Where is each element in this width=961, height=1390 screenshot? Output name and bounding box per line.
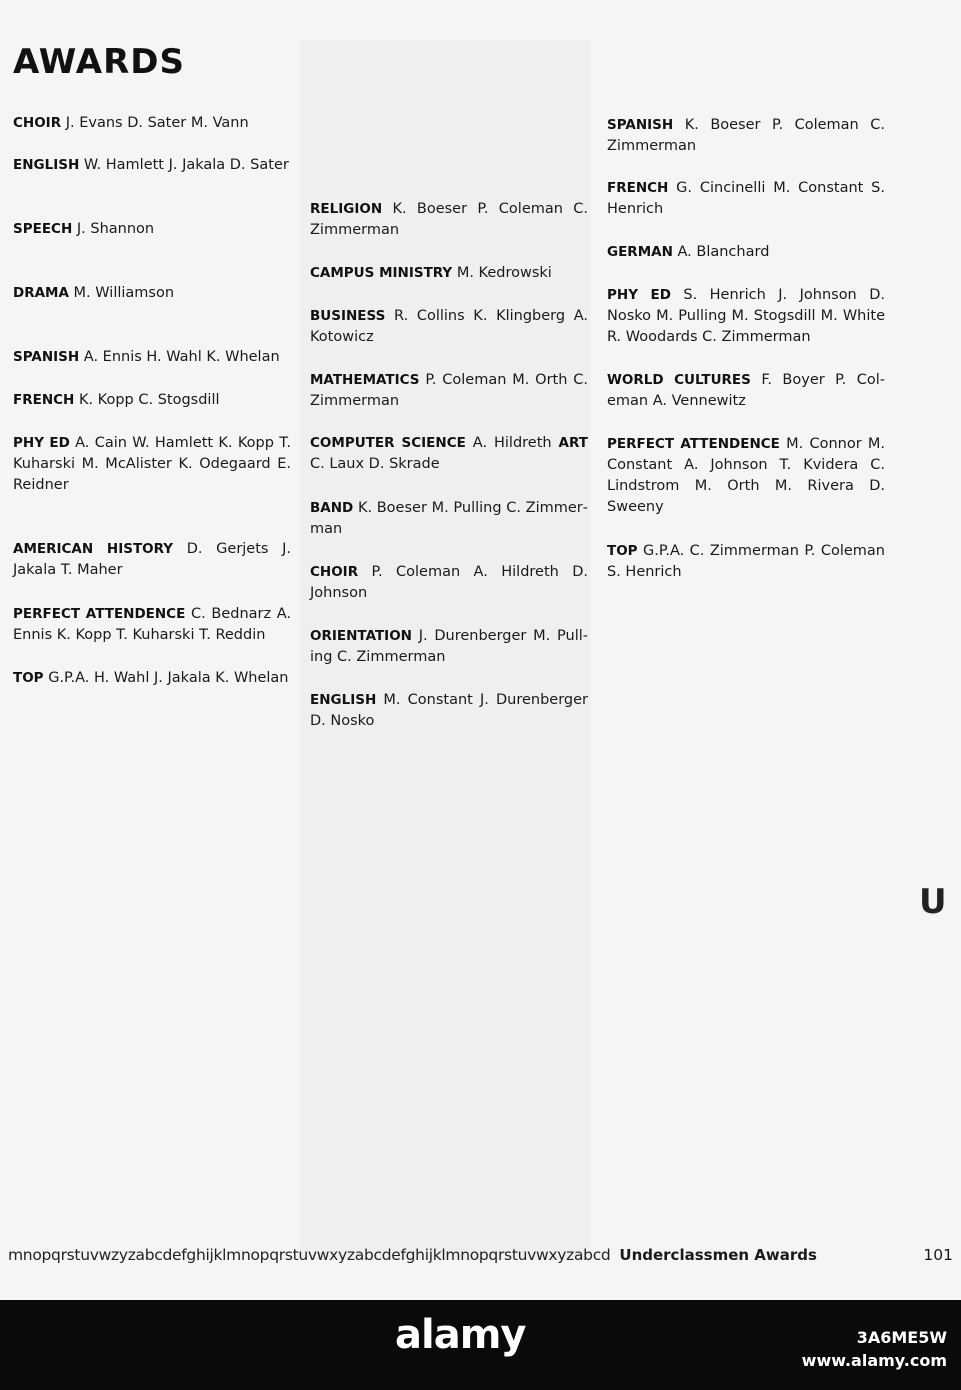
award-entry: [310, 370, 588, 412]
award-recipients: C. Laux D. Skrade: [310, 456, 440, 472]
award-category: CHOIR: [13, 115, 62, 131]
page-title: AWARDS: [13, 42, 185, 82]
award-recipients: G.P.A. C. Zimmerman P. Coleman S. Henrich: [607, 543, 885, 580]
award-recipients: D. Gerjets J. Jakala T. Maher: [13, 541, 291, 578]
award-recipients: G. Cincinelli M. Constant S. Henrich: [607, 180, 885, 217]
award-recipients: A. Blanchard: [677, 244, 770, 260]
award-recipients: J. Evans D. Sater M. Vann: [65, 115, 249, 131]
award-category: GERMAN: [607, 244, 673, 260]
award-recipients: K. Boeser P. Coleman C. Zimmerman: [310, 201, 588, 238]
award-entry: [607, 115, 885, 157]
award-entry: [607, 285, 885, 348]
award-category: CAMPUS MINISTRY: [310, 265, 453, 281]
award-entry: [13, 539, 291, 581]
watermark-image-id: 3A6ME5W: [856, 1328, 947, 1347]
award-entry: [310, 498, 588, 540]
award-category: CHOIR: [310, 564, 359, 580]
award-category: FRENCH: [607, 180, 669, 196]
award-category: ENGLISH: [310, 692, 377, 708]
award-category: PHY ED: [13, 435, 70, 451]
award-category: AMERICAN HISTORY: [13, 541, 174, 557]
award-entry: [310, 199, 588, 241]
award-recipients: M. Constant J. Durenberger D. Nosko: [310, 692, 589, 729]
watermark-site: www.alamy.com: [801, 1351, 947, 1370]
award-entry: [310, 690, 588, 732]
award-category: SPANISH: [13, 349, 80, 365]
award-category: RELIGION: [310, 201, 383, 217]
award-entry: [13, 390, 291, 411]
award-entry: [310, 562, 588, 604]
award-category: ENGLISH: [13, 157, 80, 173]
award-entry: [13, 219, 291, 240]
award-category: FRENCH: [13, 392, 75, 408]
footer-section-title: Underclassmen Awards: [619, 1246, 817, 1264]
award-entry: [310, 626, 588, 668]
award-recipients: P. Coleman M. Orth C. Zimmerman: [310, 372, 588, 409]
award-category: DRAMA: [13, 285, 69, 301]
award-entry: [607, 242, 885, 263]
award-category: SPANISH: [607, 117, 674, 133]
award-entry: [13, 433, 291, 496]
award-recipients: A. Cain W. Hamlett K. Kopp T. Kuharski M. McAlister K. Odegaard E. Reidner: [13, 435, 291, 493]
award-category: PHY ED: [607, 287, 671, 303]
award-recipients: M. Williamson: [73, 285, 175, 301]
award-category: PERFECT ATTENDENCE: [607, 436, 780, 452]
award-category: PERFECT ATTENDENCE: [13, 606, 186, 622]
award-recipients: F. Boyer P. Coleman A. Vennewitz: [607, 372, 885, 409]
award-entry: [310, 433, 588, 475]
award-entry: [607, 434, 885, 518]
award-category: COMPUTER SCIENCE: [310, 435, 466, 451]
award-recipients: P. Coleman A. Hildreth D. Johnson: [310, 564, 589, 601]
award-recipients: R. Collins K. Klingberg A. Kotowicz: [310, 308, 588, 345]
award-category: TOP: [607, 543, 638, 559]
award-entry: [310, 263, 588, 284]
award-entry: [310, 306, 588, 348]
page-footer: [8, 1246, 953, 1264]
award-recipients: G.P.A. H. Wahl J. Jakala K. Whelan: [48, 670, 289, 686]
award-entry: [607, 370, 885, 412]
award-recipients: W. Hamlett J. Jakala D. Sater: [83, 157, 289, 173]
award-recipients: K. Boeser P. Coleman C. Zimmerman: [607, 117, 885, 154]
watermark-id: [802, 1326, 947, 1372]
award-recipients: M. Kedrowski: [456, 265, 552, 281]
watermark-logo: alamy: [395, 1312, 526, 1358]
award-recipients: M. Connor M. Constant A. Johnson T. Kvidera C. Lindstrom M. Orth M. Rivera D. Sweeny: [607, 436, 885, 515]
award-recipients: K. Kopp C. Stogsdill: [78, 392, 220, 408]
award-recipients: K. Boeser M. Pulling C. Zimmerman: [310, 500, 588, 537]
award-category: WORLD CULTURES: [607, 372, 751, 388]
award-entry: [13, 283, 291, 304]
award-category: TOP: [13, 670, 44, 686]
award-entry: [13, 668, 291, 689]
award-category: MATHEMATICS: [310, 372, 420, 388]
award-recipients: J. Shannon: [76, 221, 155, 237]
award-entry: [13, 113, 291, 134]
award-category: ART: [558, 435, 588, 451]
award-entry: [13, 604, 291, 646]
award-recipients: C. Bednarz A. Ennis K. Kopp T. Kuharski T. Reddin: [13, 606, 292, 643]
award-entry: [13, 155, 291, 176]
stock-watermark-bar: [0, 1300, 961, 1390]
section-tab-letter: U: [919, 882, 947, 922]
award-recipients: A. Ennis H. Wahl K. Whelan: [83, 349, 280, 365]
award-category: BAND: [310, 500, 354, 516]
award-recipients: A. Hildreth: [472, 435, 552, 451]
award-entry: [607, 178, 885, 220]
award-recipients: S. Henrich J. Johnson D. Nosko M. Pulling M. Stogsdill M. White R. Woodards C. Zimmerman: [607, 287, 885, 345]
page-number: 101: [917, 1246, 953, 1264]
award-entry: [13, 347, 291, 368]
award-category: SPEECH: [13, 221, 73, 237]
award-category: ORIENTATION: [310, 628, 412, 644]
award-recipients: J. Durenberger M. Pulling C. Zimmerman: [310, 628, 588, 665]
award-entry: [607, 541, 885, 583]
award-category: BUSINESS: [310, 308, 386, 324]
footer-alphabet-strip: mnopqrstuvwzyzabcdefghijklmnopqrstuvwxyzabcdefghijklmnopqrstuvwxyzabcd: [8, 1246, 611, 1264]
